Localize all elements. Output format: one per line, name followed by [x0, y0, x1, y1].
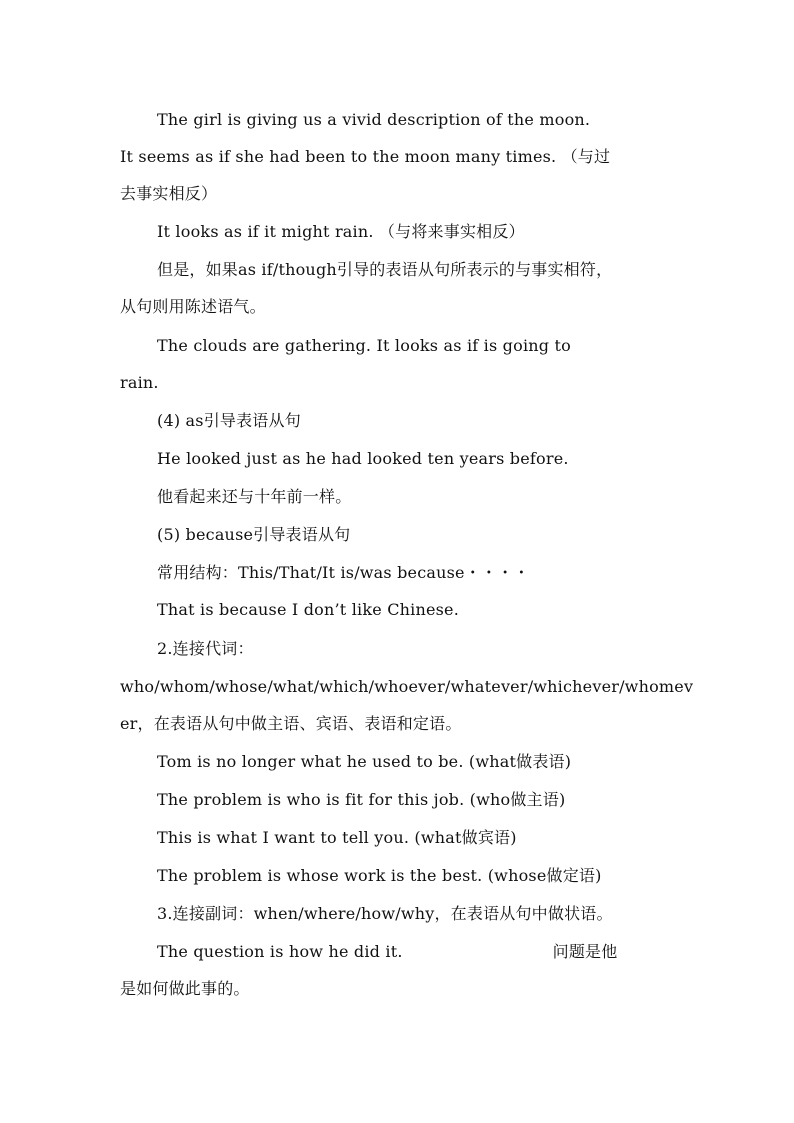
example-line [157, 942, 717, 962]
text-line: 去事实相反） [120, 184, 218, 203]
text-line: er，在表语从句中做主语、宾语、表语和定语。 [120, 714, 462, 733]
text-line: 他看起来还与十年前一样。 [157, 487, 352, 506]
example-line: The problem is whose work is the best. (whose做定语) [157, 866, 602, 885]
text-line: The girl is giving us a vivid description of the moon. [157, 110, 591, 129]
section-heading: 2.连接代词： [157, 639, 254, 658]
example-chinese: 问题是他 [552, 942, 618, 961]
text-line: It seems as if she had been to the moon many times. （与过 [120, 147, 611, 166]
text-line: It looks as if it might rain. （与将来事实相反） [157, 222, 525, 241]
text-line: The clouds are gathering. It looks as if is going to [157, 336, 571, 355]
section-heading: (5) because引导表语从句 [157, 525, 351, 544]
text-line: 但是，如果as if/though引导的表语从句所表示的与事实相符， [157, 260, 613, 279]
section-heading: (4) as引导表语从句 [157, 411, 301, 430]
section-heading: 3.连接副词：when/where/how/why，在表语从句中做状语。 [157, 904, 613, 923]
text-line: who/whom/whose/what/which/whoever/whatever/whichever/whomev [120, 677, 694, 696]
text-line: rain. [120, 373, 159, 392]
example-line: Tom is no longer what he used to be. (what做表语) [157, 752, 572, 771]
example-english: The question is how he did it. [157, 942, 403, 961]
text-line: 常用结构：This/That/It is/was because・・・・ [157, 563, 530, 582]
text-line: That is because I don’t like Chinese. [157, 600, 460, 619]
text-line: He looked just as he had looked ten years before. [157, 449, 569, 468]
text-line: 从句则用陈述语气。 [120, 297, 266, 316]
text-line: 是如何做此事的。 [120, 979, 250, 998]
example-line: The problem is who is fit for this job. (who做主语) [157, 790, 566, 809]
example-line: This is what I want to tell you. (what做宾语) [157, 828, 517, 847]
